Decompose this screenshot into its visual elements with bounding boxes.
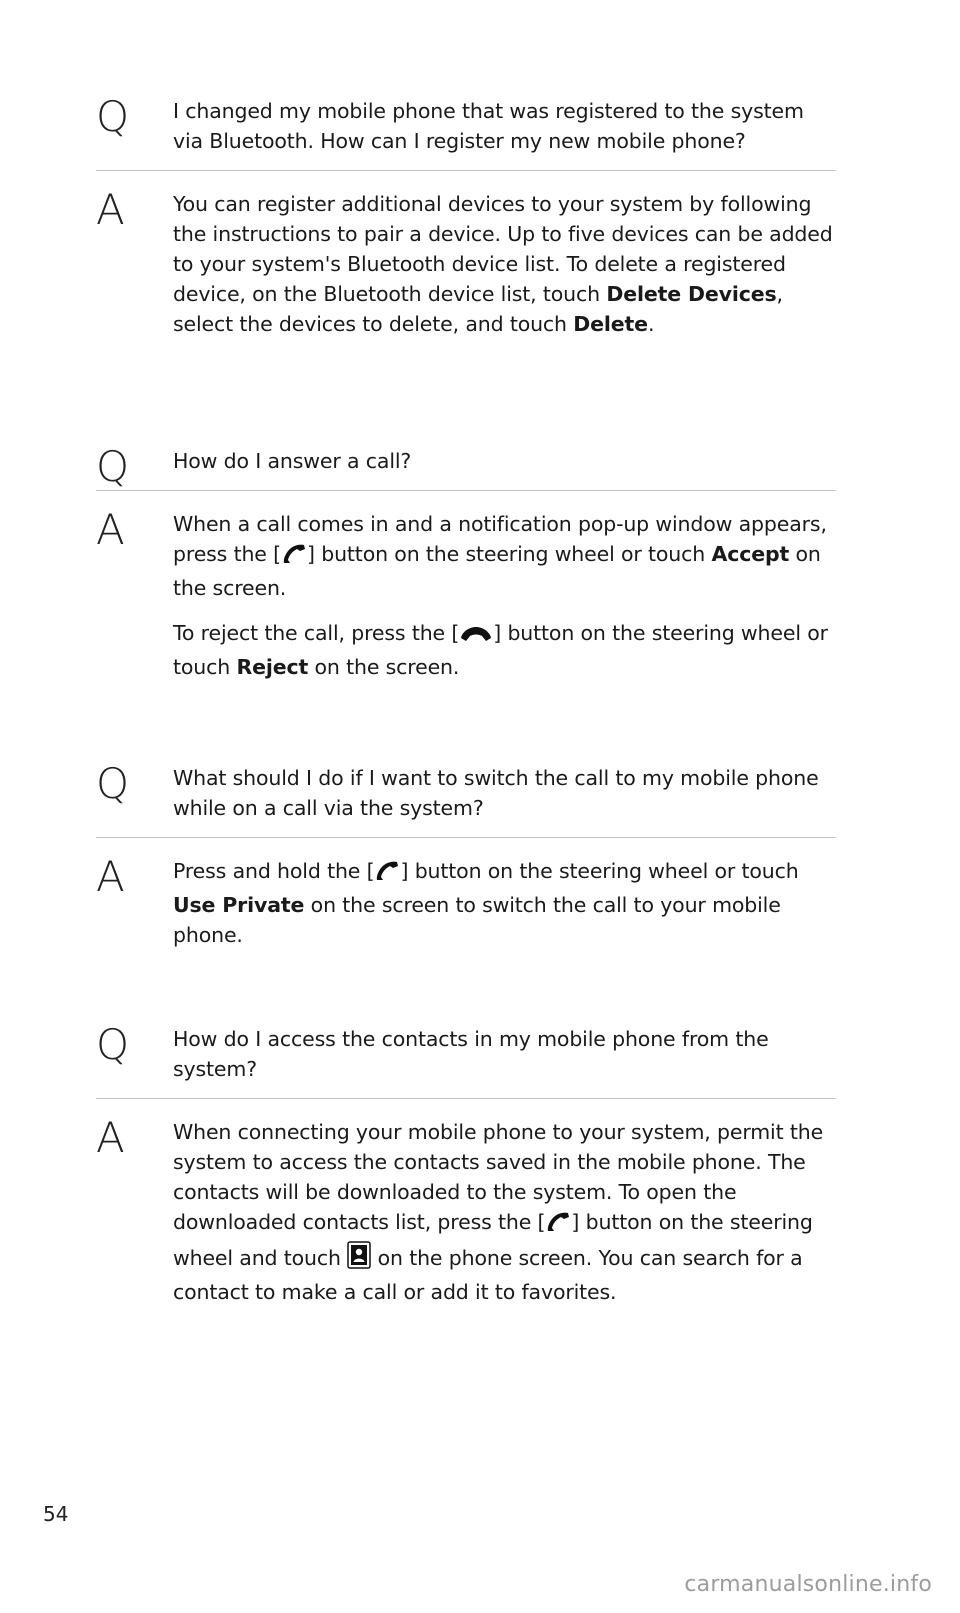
divider — [96, 490, 836, 491]
question-text: How do I answer a call? — [173, 449, 412, 473]
answer-text: When a call comes in and a notification pop-up window appears, press the [ ] button on the steering wheel or touch Accept on the screen. To reject the call, press the [ ] button on the steering wheel or touch Reject on the screen. — [173, 512, 828, 679]
faq-item-1 — [96, 92, 836, 339]
answer-marker: A — [96, 185, 125, 234]
divider — [96, 837, 836, 838]
use-private-label: Use Private — [173, 893, 305, 917]
delete-devices-label: Delete Devices — [606, 282, 777, 306]
call-button-icon — [374, 860, 400, 890]
answer-text: When connecting your mobile phone to your system, permit the system to access the contacts saved in the mobile phone. The contacts will be downloaded to the system. To open the downloaded contacts list, press the [ ] button on the steering wheel and touch on the phone screen. You can search for a contact to make a call or add it to favorites. — [173, 1120, 824, 1304]
divider — [96, 170, 836, 171]
answer-row — [96, 505, 836, 682]
answer-marker: A — [96, 852, 125, 901]
reject-label: Reject — [236, 655, 309, 679]
watermark: carmanualsonline.info — [684, 1572, 932, 1597]
answer-text: You can register additional devices to your system by following the instructions to pair a device. Up to five devices can be added to your system's Bluetooth device list. To delete a registered device, on the Bluetooth device list, touch Delete Devices, select the devices to delete, and touch Delete. — [173, 192, 833, 336]
faq-item-2 — [96, 442, 836, 682]
question-text: I changed my mobile phone that was registered to the system via Bluetooth. How can I register my new mobile phone? — [173, 99, 804, 153]
divider — [96, 1098, 836, 1099]
question-marker: Q — [96, 442, 130, 491]
answer-row — [96, 185, 836, 339]
delete-label: Delete — [573, 312, 648, 336]
answer-row — [96, 1113, 836, 1307]
question-row — [96, 442, 836, 491]
faq-item-4 — [96, 1020, 836, 1307]
end-call-button-icon — [459, 622, 493, 652]
call-button-icon — [281, 543, 307, 573]
question-text: What should I do if I want to switch the call to my mobile phone while on a call via the system? — [173, 766, 819, 820]
answer-marker: A — [96, 1113, 125, 1162]
question-row — [96, 92, 836, 156]
answer-text: Press and hold the [ ] button on the steering wheel or touch Use Private on the screen to switch the call to your mobile phone. — [173, 859, 799, 947]
answer-marker: A — [96, 505, 125, 554]
faq-item-3 — [96, 759, 836, 950]
question-marker: Q — [96, 92, 130, 141]
contacts-icon — [347, 1241, 371, 1277]
question-marker: Q — [96, 1020, 130, 1069]
page-number: 54 — [43, 1502, 69, 1526]
accept-label: Accept — [711, 542, 790, 566]
question-row — [96, 759, 836, 823]
answer-row — [96, 852, 836, 950]
question-row — [96, 1020, 836, 1084]
question-marker: Q — [96, 759, 130, 808]
question-text: How do I access the contacts in my mobile phone from the system? — [173, 1027, 769, 1081]
call-button-icon — [545, 1211, 571, 1241]
